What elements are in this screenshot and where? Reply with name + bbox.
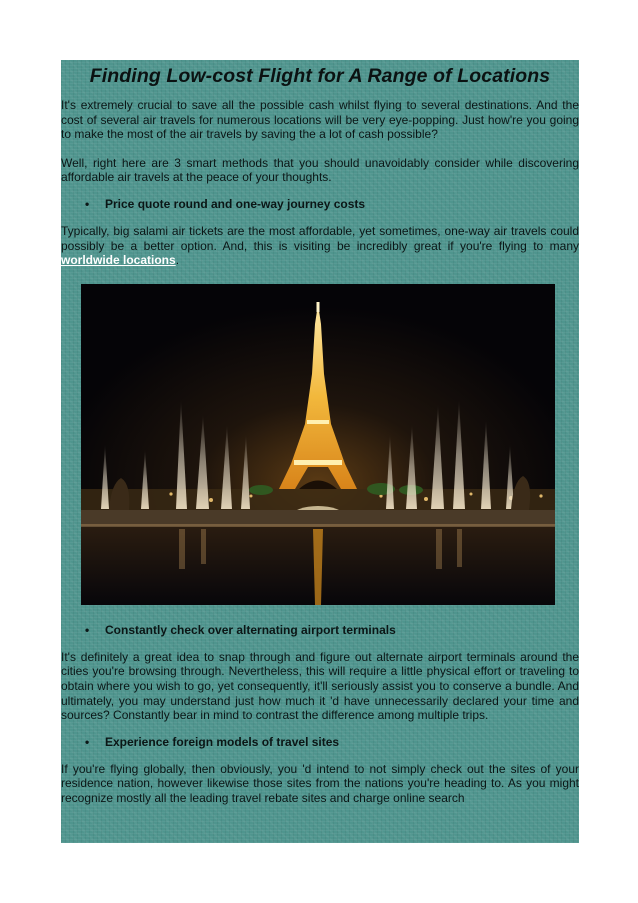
paragraph-text-end: .: [175, 253, 180, 268]
bullet-item-airports: [61, 623, 579, 638]
paragraph-intro: It's extremely crucial to save all the possible cash whilst flying to several destinations. And the cost of several air travels for numerous locations will be very eye-popping. Just how're you going to make the most of the air travels by saving the a lot of cash possible?: [61, 98, 579, 142]
bullet-label: Experience foreign models of travel sites: [105, 734, 340, 749]
page-title: Finding Low-cost Flight for A Range of Locations: [89, 65, 551, 87]
bullet-icon: •: [85, 734, 90, 749]
worldwide-locations-link[interactable]: worldwide locations: [61, 253, 176, 268]
paragraph-methods: Well, right here are 3 smart methods that you should unavoidably consider while discovering affordable air travels at the peace of your thoughts.: [61, 155, 579, 185]
bullet-item-round-trip: [61, 197, 579, 212]
eiffel-tower-image: [81, 284, 555, 605]
paragraph-foreign-sites: If you're flying globally, then obviously, you 'd intend to not simply check out the sites of your residence nation, however likewise those sites from the nations you're heading to. As you might recognize mostly all the leading travel rebate sites and charge online search: [61, 761, 579, 805]
bullet-item-foreign-sites: [61, 735, 579, 750]
document-panel: [61, 60, 579, 843]
paragraph-airports: It's definitely a great idea to snap through and figure out alternate airport terminals around the cities you're browsing through. Nevertheless, this will require a little physical effort or traveling to obtain where you wish to go, yet consequently, it'll seriously assist you to conserve a bundle. And ultimately, you may understand just how much it 'd have unnecessarily declared your time and sources? Constantly bear in mind to contrast the difference among multiple trips.: [61, 649, 579, 723]
eiffel-tower-photo: [81, 284, 555, 605]
bullet-icon: •: [85, 196, 90, 211]
bullet-icon: •: [85, 622, 90, 637]
bullet-label: Constantly check over alternating airport terminals: [105, 622, 396, 637]
paragraph-round-trip: [61, 224, 579, 268]
bullet-label: Price quote round and one-way journey costs: [105, 196, 366, 211]
paragraph-text: Typically, big salami air tickets are the most affordable, yet sometimes, one-way air travels could possibly be a better option. And, this is visiting be incredibly great if you're flying to many: [61, 223, 579, 253]
